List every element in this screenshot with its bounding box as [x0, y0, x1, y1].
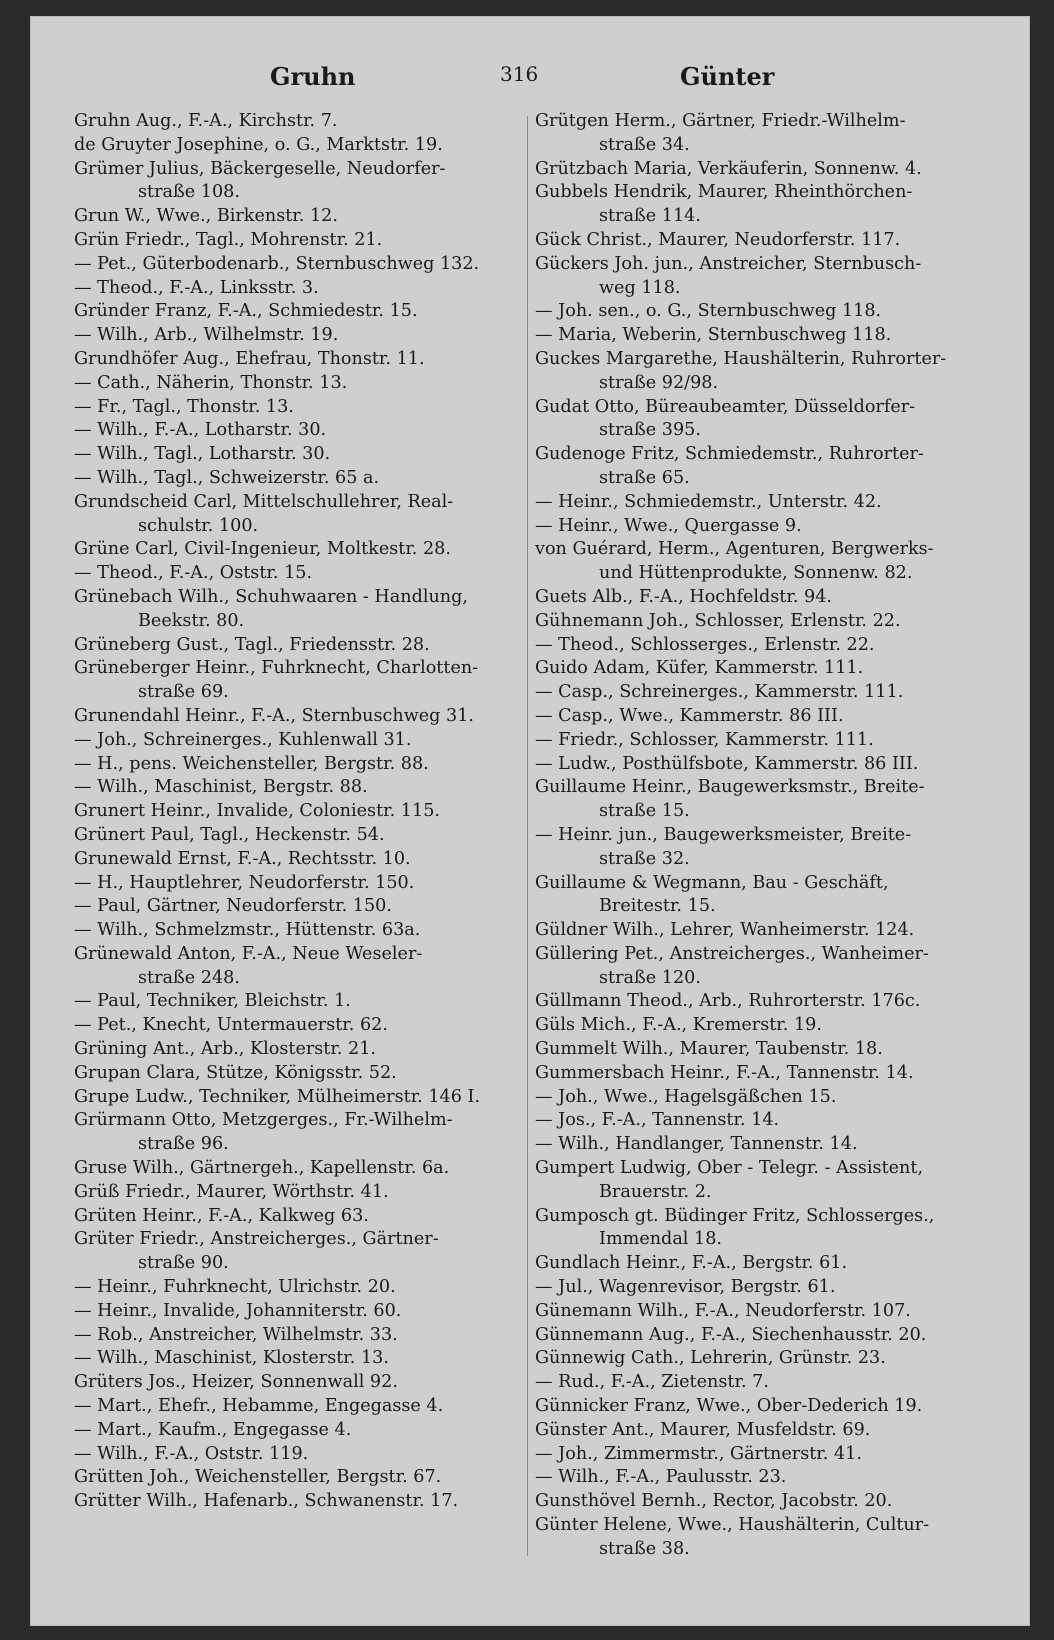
directory-entry-line: Grüß Friedr., Maurer, Wörthstr. 41. — [74, 1181, 389, 1202]
directory-entry-line: — Wilh., F.-A., Paulusstr. 23. — [535, 1467, 787, 1488]
directory-entry-line: — Theod., F.-A., Oststr. 15. — [74, 563, 313, 584]
directory-entry-line: Immendal 18. — [599, 1229, 723, 1250]
directory-entry-line: straße 114. — [599, 206, 701, 227]
directory-entry-line: — Heinr. jun., Baugewerksmeister, Breite- — [535, 824, 912, 845]
directory-entry-line: — Joh., Zimmermstr., Gärtnerstr. 41. — [535, 1443, 862, 1464]
directory-entry-line: Grüneberger Heinr., Fuhrknecht, Charlotten- — [74, 658, 479, 679]
directory-entry-line: Gunsthövel Bernh., Rector, Jacobstr. 20. — [535, 1491, 893, 1512]
directory-entry-line: — Jos., F.-A., Tannenstr. 14. — [535, 1110, 780, 1131]
directory-entry-line: straße 38. — [599, 1538, 690, 1559]
directory-entry-line: Gück Christ., Maurer, Neudorferstr. 117. — [535, 229, 901, 250]
directory-entry-line: Günnewig Cath., Lehrerin, Grünstr. 23. — [535, 1348, 886, 1369]
directory-entry-line: Grümer Julius, Bäckergeselle, Neudorfer- — [74, 158, 446, 179]
directory-entry-line: straße 69. — [138, 682, 229, 703]
directory-entry-line: Gumpert Ludwig, Ober - Telegr. - Assistent, — [535, 1158, 924, 1179]
directory-entry-line: Grützbach Maria, Verkäuferin, Sonnenw. 4. — [535, 158, 922, 179]
directory-entry-line: — Theod., Schlosserges., Erlenstr. 22. — [535, 634, 875, 655]
directory-entry-line: — Jul., Wagenrevisor, Bergstr. 61. — [535, 1277, 836, 1298]
directory-entry-line: Gundlach Heinr., F.-A., Bergstr. 61. — [535, 1253, 848, 1274]
directory-entry-line: — Pet., Güterbodenarb., Sternbuschweg 132. — [74, 253, 480, 274]
directory-entry-line: Guets Alb., F.-A., Hochfeldstr. 94. — [535, 586, 833, 607]
directory-entry-line: — Wilh., F.-A., Lotharstr. 30. — [74, 420, 327, 441]
directory-entry-line: — Theod., F.-A., Linksstr. 3. — [74, 277, 319, 298]
directory-entry-line: Güldner Wilh., Lehrer, Wanheimerstr. 124. — [535, 920, 915, 941]
directory-entry-line: Gummelt Wilh., Maurer, Taubenstr. 18. — [535, 1039, 883, 1060]
directory-entry-line: — Wilh., Maschinist, Klosterstr. 13. — [74, 1348, 389, 1369]
directory-entry-line: Grundscheid Carl, Mittelschullehrer, Real- — [74, 491, 454, 512]
directory-entry-line: Grunert Heinr., Invalide, Coloniestr. 115. — [74, 801, 440, 822]
directory-entry-line: Guillaume Heinr., Baugewerksmstr., Breite- — [535, 777, 925, 798]
directory-entry-line: straße 90. — [138, 1253, 229, 1274]
directory-entry-line: Grun W., Wwe., Birkenstr. 12. — [74, 206, 338, 227]
directory-entry-line: Guido Adam, Küfer, Kammerstr. 111. — [535, 658, 864, 679]
header-right-keyword: Günter — [680, 62, 775, 91]
directory-entry-line: — Rud., F.-A., Zietenstr. 7. — [535, 1372, 769, 1393]
directory-entry-line: Güllmann Theod., Arb., Ruhrorterstr. 176c. — [535, 991, 921, 1012]
directory-entry-line: — Pet., Knecht, Untermauerstr. 62. — [74, 1015, 388, 1036]
directory-entry-line: — Mart., Ehefr., Hebamme, Engegasse 4. — [74, 1396, 444, 1417]
directory-entry-line: — Ludw., Posthülfsbote, Kammerstr. 86 III. — [535, 753, 919, 774]
directory-entry-line: Grütter Wilh., Hafenarb., Schwanenstr. 17. — [74, 1491, 459, 1512]
directory-entry-line: — Paul, Techniker, Bleichstr. 1. — [74, 991, 351, 1012]
directory-entry-line: Brauerstr. 2. — [599, 1181, 712, 1202]
directory-entry-line: von Guérard, Herm., Agenturen, Bergwerks- — [535, 539, 934, 560]
directory-entry-line: — Cath., Näherin, Thonstr. 13. — [74, 372, 348, 393]
directory-entry-line: Grupan Clara, Stütze, Königsstr. 52. — [74, 1062, 397, 1083]
directory-entry-line: Grüneberg Gust., Tagl., Friedensstr. 28. — [74, 634, 430, 655]
directory-entry-line: Günemann Wilh., F.-A., Neudorferstr. 107. — [535, 1300, 911, 1321]
directory-entry-line: Günnemann Aug., F.-A., Siechenhausstr. 20. — [535, 1324, 927, 1345]
directory-entry-line: straße 65. — [599, 467, 690, 488]
directory-entry-line: — Paul, Gärtner, Neudorferstr. 150. — [74, 896, 392, 917]
directory-entry-line: Günnicker Franz, Wwe., Ober-Dederich 19. — [535, 1396, 923, 1417]
column-divider — [527, 116, 528, 1556]
directory-entry-line: Grüter Friedr., Anstreicherges., Gärtner- — [74, 1229, 439, 1250]
directory-page — [30, 16, 1030, 1626]
directory-entry-line: schulstr. 100. — [138, 515, 259, 536]
directory-entry-line: — Casp., Schreinerges., Kammerstr. 111. — [535, 682, 904, 703]
directory-entry-line: Grundhöfer Aug., Ehefrau, Thonstr. 11. — [74, 348, 425, 369]
directory-entry-line: — Maria, Weberin, Sternbuschweg 118. — [535, 325, 892, 346]
directory-entry-line: Gründer Franz, F.-A., Schmiedestr. 15. — [74, 301, 418, 322]
directory-entry-line: — Casp., Wwe., Kammerstr. 86 III. — [535, 705, 844, 726]
directory-entry-line: Grupe Ludw., Techniker, Mülheimerstr. 146 I. — [74, 1086, 481, 1107]
directory-entry-line: Grunendahl Heinr., F.-A., Sternbuschweg 31. — [74, 705, 475, 726]
directory-entry-line: — H., pens. Weichensteller, Bergstr. 88. — [74, 753, 429, 774]
directory-entry-line: Gummersbach Heinr., F.-A., Tannenstr. 14. — [535, 1062, 914, 1083]
directory-entry-line: — H., Hauptlehrer, Neudorferstr. 150. — [74, 872, 415, 893]
directory-entry-line: Grüten Heinr., F.-A., Kalkweg 63. — [74, 1205, 369, 1226]
directory-entry-line: — Wilh., Arb., Wilhelmstr. 19. — [74, 325, 339, 346]
directory-entry-line: straße 248. — [138, 967, 240, 988]
directory-entry-line: straße 32. — [599, 848, 690, 869]
directory-entry-line: Gruse Wilh., Gärtnergeh., Kapellenstr. 6a. — [74, 1158, 450, 1179]
directory-entry-line: — Friedr., Schlosser, Kammerstr. 111. — [535, 729, 874, 750]
directory-entry-line: — Rob., Anstreicher, Wilhelmstr. 33. — [74, 1324, 398, 1345]
directory-entry-line: Grüters Jos., Heizer, Sonnenwall 92. — [74, 1372, 398, 1393]
directory-entry-line: — Joh. sen., o. G., Sternbuschweg 118. — [535, 301, 882, 322]
directory-entry-line: straße 34. — [599, 134, 690, 155]
directory-entry-line: — Heinr., Invalide, Johanniterstr. 60. — [74, 1300, 402, 1321]
directory-entry-line: — Joh., Schreinerges., Kuhlenwall 31. — [74, 729, 412, 750]
directory-entry-line: — Wilh., Tagl., Lotharstr. 30. — [74, 444, 331, 465]
directory-entry-line: — Mart., Kaufm., Engegasse 4. — [74, 1419, 352, 1440]
directory-entry-line: Grütten Joh., Weichensteller, Bergstr. 67. — [74, 1467, 442, 1488]
directory-entry-line: Grütgen Herm., Gärtner, Friedr.-Wilhelm- — [535, 111, 906, 131]
directory-entry-line: — Wilh., F.-A., Oststr. 119. — [74, 1443, 309, 1464]
directory-entry-line: Gumposch gt. Büdinger Fritz, Schlosserges., — [535, 1205, 935, 1226]
directory-entry-line: straße 92/98. — [599, 372, 719, 393]
page-number: 316 — [500, 62, 539, 86]
directory-entry-line: — Heinr., Wwe., Quergasse 9. — [535, 515, 802, 536]
header-left-keyword: Gruhn — [270, 62, 356, 91]
directory-entry-line: Gruhn Aug., F.-A., Kirchstr. 7. — [74, 111, 338, 131]
directory-entry-line: — Wilh., Maschinist, Bergstr. 88. — [74, 777, 368, 798]
directory-entry-line: Gühnemann Joh., Schlosser, Erlenstr. 22. — [535, 610, 901, 631]
directory-entry-line: — Heinr., Schmiedemstr., Unterstr. 42. — [535, 491, 882, 512]
right-column — [535, 110, 1003, 1562]
directory-entry-line: straße 15. — [599, 801, 690, 822]
directory-entry-line: Grüning Ant., Arb., Klosterstr. 21. — [74, 1039, 377, 1060]
directory-entry-line: Grünert Paul, Tagl., Heckenstr. 54. — [74, 824, 385, 845]
directory-entry-line: Gudenoge Fritz, Schmiedemstr., Ruhrorter- — [535, 444, 924, 465]
directory-entry-line: Breitestr. 15. — [599, 896, 716, 917]
directory-entry-line: Grünebach Wilh., Schuhwaaren - Handlung, — [74, 586, 468, 607]
directory-entry-line: — Heinr., Fuhrknecht, Ulrichstr. 20. — [74, 1277, 396, 1298]
directory-entry-line: Beekstr. 80. — [138, 610, 245, 631]
directory-entry-line: Grunewald Ernst, F.-A., Rechtsstr. 10. — [74, 848, 411, 869]
directory-entry-line: — Joh., Wwe., Hagelsgäßchen 15. — [535, 1086, 837, 1107]
directory-entry-line: — Wilh., Handlanger, Tannenstr. 14. — [535, 1134, 858, 1155]
directory-entry-line: Güllering Pet., Anstreicherges., Wanheimer- — [535, 943, 929, 964]
directory-entry-line: — Wilh., Schmelzmstr., Hüttenstr. 63a. — [74, 920, 421, 941]
directory-entry-line: Günster Ant., Maurer, Musfeldstr. 69. — [535, 1419, 871, 1440]
directory-entry-line: Grün Friedr., Tagl., Mohrenstr. 21. — [74, 229, 383, 250]
directory-entry-line: straße 395. — [599, 420, 701, 441]
directory-entry-line: de Gruyter Josephine, o. G., Marktstr. 19. — [74, 134, 443, 155]
directory-entry-line: Günter Helene, Wwe., Haushälterin, Cultur- — [535, 1515, 930, 1536]
directory-entry-line: Gubbels Hendrik, Maurer, Rheinthörchen- — [535, 182, 913, 203]
directory-entry-line: — Wilh., Tagl., Schweizerstr. 65 a. — [74, 467, 380, 488]
directory-entry-line: Güls Mich., F.-A., Kremerstr. 19. — [535, 1015, 822, 1036]
directory-entry-line: Gückers Joh. jun., Anstreicher, Sternbusch- — [535, 253, 922, 274]
directory-entry-line: Grüne Carl, Civil-Ingenieur, Moltkestr. 28. — [74, 539, 451, 560]
page-header — [30, 62, 1030, 98]
directory-entry-line: Grünewald Anton, F.-A., Neue Weseler- — [74, 943, 423, 964]
directory-entry-line: straße 120. — [599, 967, 701, 988]
directory-entry-line: Guckes Margarethe, Haushälterin, Ruhrorter- — [535, 348, 947, 369]
directory-entry-line: — Fr., Tagl., Thonstr. 13. — [74, 396, 294, 417]
directory-entry-line: straße 96. — [138, 1134, 229, 1155]
directory-entry-line: weg 118. — [599, 277, 681, 298]
left-column — [74, 110, 524, 1514]
directory-entry-line: und Hüttenprodukte, Sonnenw. 82. — [599, 563, 913, 584]
directory-entry-line: Gudat Otto, Büreaubeamter, Düsseldorfer- — [535, 396, 916, 417]
directory-entry-line: Guillaume & Wegmann, Bau - Geschäft, — [535, 872, 889, 893]
directory-entry-line: straße 108. — [138, 182, 240, 203]
directory-entry-line: Grürmann Otto, Metzgerges., Fr.-Wilhelm- — [74, 1110, 453, 1131]
